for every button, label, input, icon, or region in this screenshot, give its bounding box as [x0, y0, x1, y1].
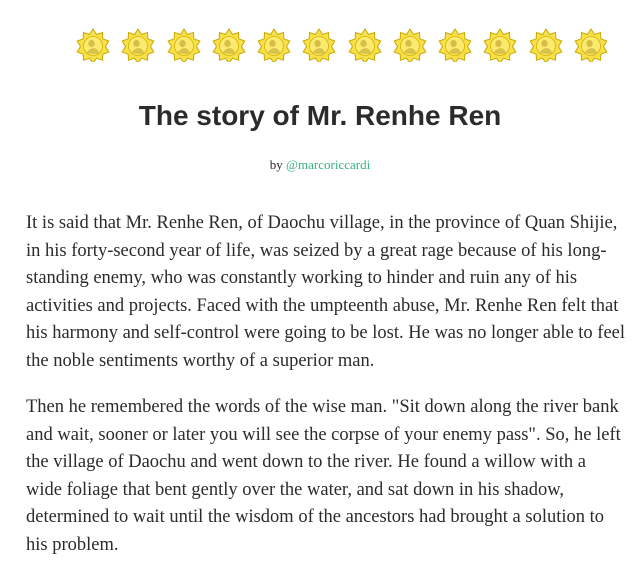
gold-star-badge-icon: [257, 28, 291, 62]
gold-star-badge-icon: [574, 28, 608, 62]
gold-star-badge-icon: [529, 28, 563, 62]
gold-star-badge-icon: [167, 28, 201, 62]
gold-star-badge-icon: [121, 28, 155, 62]
author-link[interactable]: @marcoriccardi: [286, 157, 371, 172]
story-paragraph: Then he remembered the words of the wise man. "Sit down along the river bank and wait, sooner or later you will see the corpse of your enemy pass". So, he left the village of Daochu and went down to the river. He found a willow with a wide foliage that bent gently over the water, and sat down in his shadow, determined to wait until the wisdom of the ancestors had brought a solution to his problem.: [26, 397, 621, 555]
story-body: [26, 210, 626, 578]
gold-star-badge-icon: [483, 28, 517, 62]
gold-star-badge-icon: [348, 28, 382, 62]
badge-row: [76, 27, 608, 63]
byline: [0, 157, 640, 173]
gold-star-badge-icon: [393, 28, 427, 62]
gold-star-badge-icon: [76, 28, 110, 62]
story-paragraph: It is said that Mr. Renhe Ren, of Daochu village, in the province of Quan Shijie, in his forty-second year of life, was seized by a great rage because of his long-standing enemy, who was constantly working to hinder and ruin any of his activities and projects. Faced with the umpteenth abuse, Mr. Renhe Ren felt that his harmony and self-control were going to be lost. He was no longer able to feel the noble sentiments worthy of a superior man.: [26, 213, 626, 371]
byline-prefix: by: [269, 157, 283, 172]
gold-star-badge-icon: [212, 28, 246, 62]
page-title: The story of Mr. Renhe Ren: [138, 100, 502, 131]
gold-star-badge-icon: [438, 28, 472, 62]
gold-star-badge-icon: [302, 28, 336, 62]
